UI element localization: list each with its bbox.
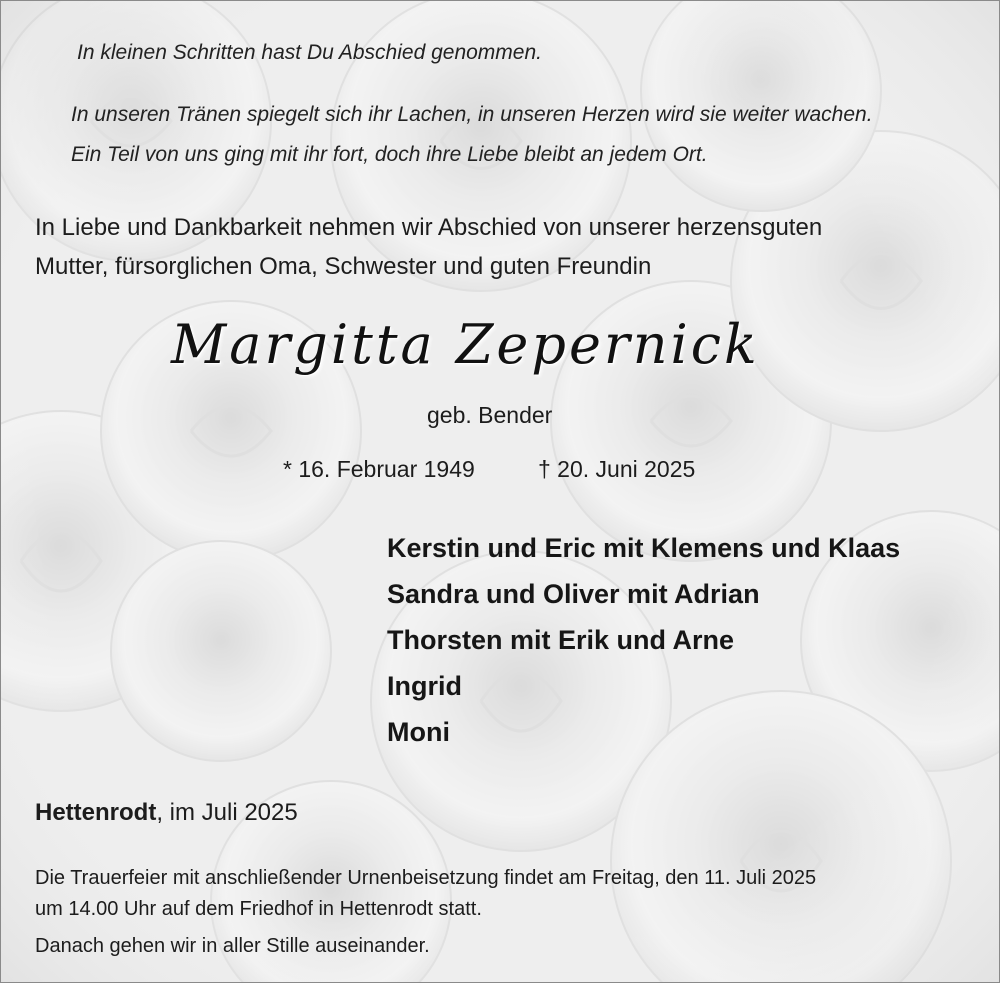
mourner-line: Thorsten mit Erik und Arne — [387, 625, 735, 655]
mourner-line: Kerstin und Eric mit Klemens und Klaas — [387, 533, 901, 563]
birth-date: * 16. Februar 1949 — [283, 456, 475, 482]
ceremony-info-line-3: Danach gehen wir in aller Stille auseinander. — [35, 935, 430, 957]
deceased-name: Margitta Zepernick — [171, 313, 760, 376]
quote-line-1: In kleinen Schritten hast Du Abschied genommen. — [77, 41, 542, 64]
death-date: † 20. Juni 2025 — [538, 456, 696, 482]
ceremony-info-line-1: Die Trauerfeier mit anschließender Urnenbeisetzung findet am Freitag, den 11. Juli 2025 — [35, 867, 817, 889]
ceremony-info-line-2: um 14.00 Uhr auf dem Friedhof in Hettenrodt statt. — [35, 898, 482, 920]
mourner-line: Sandra und Oliver mit Adrian — [387, 579, 760, 609]
intro-line-1: In Liebe und Dankbarkeit nehmen wir Abschied von unserer herzensguten — [35, 214, 823, 241]
place-month: , im Juli 2025 — [156, 799, 298, 826]
maiden-name: geb. Bender — [427, 402, 553, 428]
quote-line-2: In unseren Tränen spiegelt sich ihr Lachen, in unseren Herzen wird sie weiter wachen. — [71, 103, 873, 126]
place-town: Hettenrodt — [35, 799, 157, 826]
mourner-line: Ingrid — [387, 671, 462, 701]
quote-line-3: Ein Teil von uns ging mit ihr fort, doch ihre Liebe bleibt an jedem Ort. — [71, 143, 708, 166]
mourner-line: Moni — [387, 717, 450, 747]
place-date — [35, 799, 298, 827]
intro-line-2: Mutter, fürsorglichen Oma, Schwester und guten Freundin — [35, 253, 652, 280]
